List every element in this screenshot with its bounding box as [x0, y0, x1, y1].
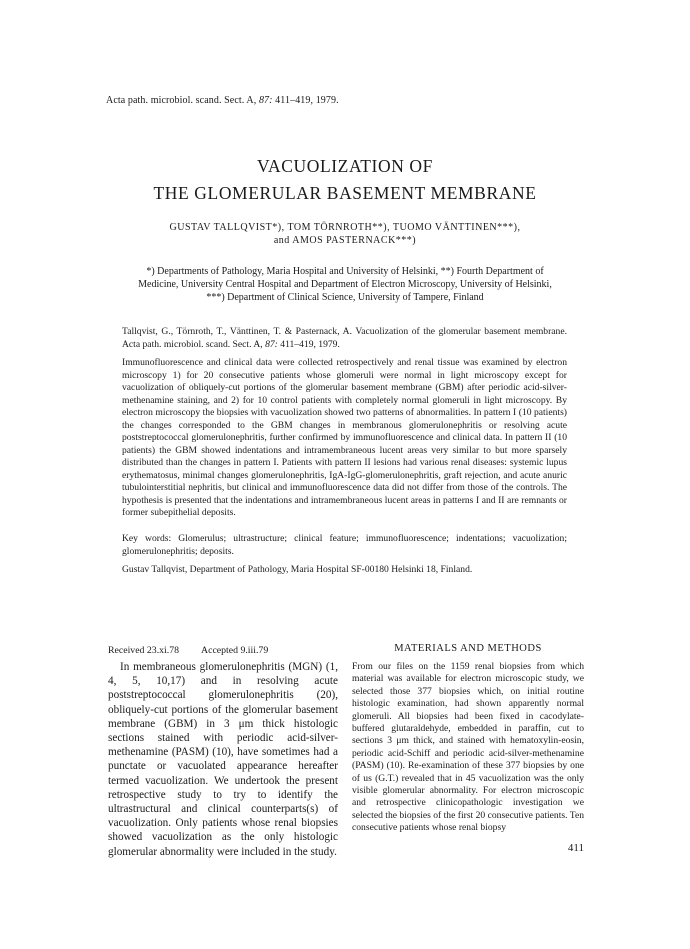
- received-dates: [108, 645, 338, 656]
- citation: [122, 326, 567, 351]
- author-line-1: GUSTAV TALLQVIST*), TOM TÖRNROTH**), TUOMO VÄNTTINEN***),: [169, 222, 521, 233]
- article-title-line-1: VACUOLIZATION OF: [256, 156, 433, 176]
- citation-pages: 411–419, 1979.: [277, 338, 340, 350]
- keywords: Key words: Glomerulus; ultrastructure; clinical feature; immunofluorescence; indentations; vacuolization; glomerulonephritis; deposits.: [122, 533, 567, 557]
- page-number: 411: [567, 842, 584, 854]
- running-head-journal: Acta path. microbiol. scand. Sect. A,: [106, 95, 259, 106]
- received-date: Received 23.xi.78: [108, 645, 180, 656]
- author-list: [0, 221, 690, 247]
- introduction-text: In membraneous glomerulonephritis (MGN) (1, 4, 5, 10,17) and in resolving acute poststreptococcal glomerulonephritis (20), obliquely-cut portions of the glomerular basement membrane (GBM) in 3 μm thick histologic sections stained with periodic acid-silver-methenamine (PASM) (10), have sometimes had a punctate or vacuolated appearance hereafter termed vacuolization. We undertook the present retrospective study to try to identify the ultrastructural and clinical counterparts(s) of vacuolization. Only patients whose renal biopsies showed vacuolization as the only histologic glomerular abnormality were included in the study.: [108, 661, 338, 858]
- accepted-date: Accepted 9.iii.79: [201, 645, 269, 656]
- methods-text: From our files on the 1159 renal biopsies from which material was available for electron microscopic study, we selected those 377 biopsies which, on initial routine histologic examination, had shown apparently normal glomeruli. All biopsies had been fixed in cacodylate-buffered glutaraldehyde, embedded in paraffin, cut to sections 3 μm thick, and stained with hematoxylin-eosin, periodic acid-Schiff and periodic acid-silver-methenamine (PASM) (10). Re-examination of these 377 biopsies by one of us (G.T.) revealed that in 45 vacuolization was the only visible glomerular abnormality. For electron microscopic and retrospective clinicopathologic investigation we selected the biopsies of the first 20 consecutive patients. Ten consecutive patients whose renal biopsy: [352, 661, 585, 834]
- running-head-pages: 411–419, 1979.: [272, 95, 339, 106]
- section-heading-materials-methods: MATERIALS AND METHODS: [394, 643, 542, 654]
- running-head-volume: 87:: [258, 95, 273, 106]
- affiliation-line-3: ***) Department of Clinical Science, University of Tampere, Finland: [206, 292, 484, 303]
- affiliation-line-2: Medicine, University Central Hospital and Department of Electron Microscopy, University of Helsinki,: [138, 279, 552, 290]
- citation-volume: 87:: [265, 338, 278, 350]
- running-head: [106, 95, 339, 106]
- article-title-line-2: THE GLOMERULAR BASEMENT MEMBRANE: [153, 183, 537, 203]
- citation-text: Tallqvist, G., Törnroth, T., Vänttinen, T. & Pasternack, A. Vacuolization of the glomerular basement membrane. Acta path. microbiol. scand. Sect. A,: [122, 326, 567, 350]
- affiliation-line-1: *) Departments of Pathology, Maria Hospital and University of Helsinki, **) Fourth Department of: [146, 266, 544, 277]
- correspondence-address: Gustav Tallqvist, Department of Pathology, Maria Hospital SF-00180 Helsinki 18, Finland.: [122, 564, 473, 575]
- abstract: Immunofluorescence and clinical data were collected retrospectively and renal tissue was examined by electron microscopy 1) for 20 consecutive patients whose glomeruli were normal in light microscopy except for vacuolization of obliquely-cut portions of the glomerular basement membrane (GBM) after periodic acid-silver-methenamine staining, and 2) for 10 control patients with completely normal glomeruli in light microscopy. By electron microscopy the biopsies with vacuolization showed two patterns of abnormalities. In pattern I (10 patients) the changes corresponded to the GBM changes in membranous glomerulonephritis or resolving acute poststreptococcal glomerulonephritis, further confirmed by immunofluorescence and clinical data. In pattern II (10 patients) the GBM showed indentations and intramembraneous lucent areas very similar to but more sparsely distributed than the changes in pattern I. Patients with pattern II lesions had various renal diseases: systemic lupus erythematosus, minimal changes glomerulonephritis, IgA-IgG-glomerulonephritis, graft rejection, and acute anuric tubulointerstitial nephritis, but clinical and immunofluorescence data did not differ from those of the controls. The hypothesis is presented that the indentations and intramembraneous lucent areas in patterns I and II are remnants or former subepithelial deposits.: [122, 357, 567, 518]
- author-line-2: and AMOS PASTERNACK***): [273, 235, 417, 246]
- affiliations: [100, 265, 590, 304]
